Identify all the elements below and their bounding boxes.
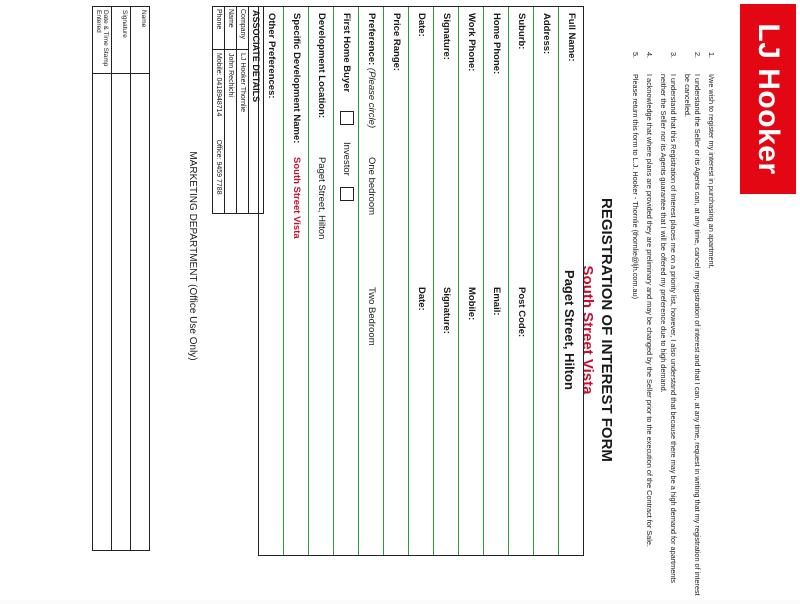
project-name: South Street Vista (579, 265, 596, 395)
first-home-buyer-checkbox[interactable] (340, 111, 354, 125)
term-item (644, 52, 654, 604)
associate-name-label: Name (225, 7, 236, 50)
marketing-row-label: Name (131, 7, 149, 74)
logo-text: LJ Hooker (752, 23, 785, 175)
suburb-label: Suburb: (516, 13, 527, 50)
work-phone-field[interactable] (458, 7, 483, 555)
signature-field[interactable] (433, 7, 458, 555)
term-item (630, 52, 640, 604)
term-text: I/we wish to register my interest in purchasing an apartment. (707, 74, 716, 269)
terms-list (626, 52, 716, 604)
marketing-row[interactable] (93, 7, 111, 550)
preference-label-text: Preference: (366, 13, 377, 66)
preference-field[interactable] (358, 7, 383, 555)
mobile-label: Mobile: (466, 287, 477, 321)
date-2-label: Date: (416, 287, 427, 311)
preference-note: (Please circle) (366, 67, 377, 129)
associate-details-table (212, 6, 264, 214)
associate-company-row (236, 7, 248, 213)
associate-company-value: LJ Hooker Thornlie (239, 53, 246, 113)
suburb-field[interactable] (508, 7, 533, 555)
preference-label (366, 13, 377, 128)
marketing-row[interactable] (130, 7, 149, 550)
buyer-type-field (333, 7, 358, 555)
term-number: 3. (669, 52, 678, 59)
first-home-buyer-label: First Home Buyer (341, 13, 352, 93)
associate-phone-mobile: Mobile: 0418948714 (215, 53, 222, 117)
other-preferences-label: Other Preferences: (266, 13, 277, 99)
home-phone-label: Home Phone: (491, 13, 502, 75)
marketing-row[interactable] (111, 7, 130, 550)
signature-label: Signature: (441, 13, 452, 60)
term-text: I understand the Seller or its Agents can, at any time, cancel my registration of interest and that I can, at any time, request in writing that my registration of interest be cancelled. (683, 74, 702, 596)
term-item (706, 52, 716, 604)
post-code-label: Post Code: (516, 287, 527, 338)
option-two-bedroom[interactable]: Two Bedroom (366, 287, 377, 346)
associate-details-title: ASSOCIATE DETAILS (248, 7, 263, 213)
address-label: Address: (541, 13, 552, 55)
investor-label: Investor (341, 142, 352, 176)
associate-phone-row (213, 7, 224, 213)
associate-company-label: Company (237, 7, 248, 50)
investor-checkbox[interactable] (340, 187, 354, 201)
term-item (658, 52, 678, 604)
development-location-label: Development Location: (316, 13, 327, 119)
term-text: I understand that this Registration of Interest places me on a priority list, however, I also understand that because there may be a high demand for apartments neither the Seller nor its Agents guarantee that I will be offered my preference due to high demand. (659, 74, 678, 584)
development-location-field (308, 7, 333, 555)
associate-phone-label: Phone (213, 7, 224, 50)
date-label: Date: (416, 13, 427, 37)
term-text: Please return this form to L.J. Hooker - Thornlie (thornlie@ljh.com.au) (631, 74, 640, 300)
form-title: REGISTRATION OF INTEREST FORM (598, 198, 615, 462)
term-number: 5. (631, 52, 640, 59)
associate-name-value: John Rechichi (227, 53, 234, 97)
price-range-label: Price Range: (391, 13, 402, 72)
marketing-department-title: MARKETING DEPARTMENT (Office Use Only) (187, 151, 198, 361)
term-item (682, 52, 702, 604)
full-name-label: Full Name: (566, 13, 577, 62)
work-phone-label: Work Phone: (466, 13, 477, 72)
marketing-row-label: Date & Time Stamp Entered (93, 7, 111, 74)
associate-name-row (224, 7, 236, 213)
term-number: 1. (707, 52, 716, 59)
price-range-field[interactable] (383, 7, 408, 555)
associate-phone-office: Office: 9459 7788 (215, 139, 222, 195)
term-number: 2. (693, 52, 702, 59)
applicant-form (258, 6, 584, 556)
email-label: Email: (491, 287, 502, 316)
home-phone-field[interactable] (483, 7, 508, 555)
development-name-field (283, 7, 308, 555)
option-one-bedroom[interactable]: One bedroom (366, 157, 377, 216)
development-name-value: South Street Vista (291, 157, 302, 239)
project-location: Paget Street, Hilton (562, 270, 577, 390)
signature-2-label: Signature: (441, 287, 452, 334)
marketing-office-table (92, 6, 150, 551)
address-field[interactable] (533, 7, 558, 555)
term-text: I acknowledge that where plans are provided they are preliminary and may be changed by the Seller prior to the execution of the Contract for Sale. (645, 74, 654, 547)
marketing-row-label: Signature (112, 7, 130, 74)
date-field[interactable] (408, 7, 433, 555)
lj-hooker-logo (740, 4, 796, 194)
full-name-field[interactable] (558, 7, 583, 555)
development-location-value: Paget Street, Hilton (316, 157, 327, 240)
development-name-label: Specific Development Name: (291, 13, 302, 144)
term-number: 4. (645, 52, 654, 59)
